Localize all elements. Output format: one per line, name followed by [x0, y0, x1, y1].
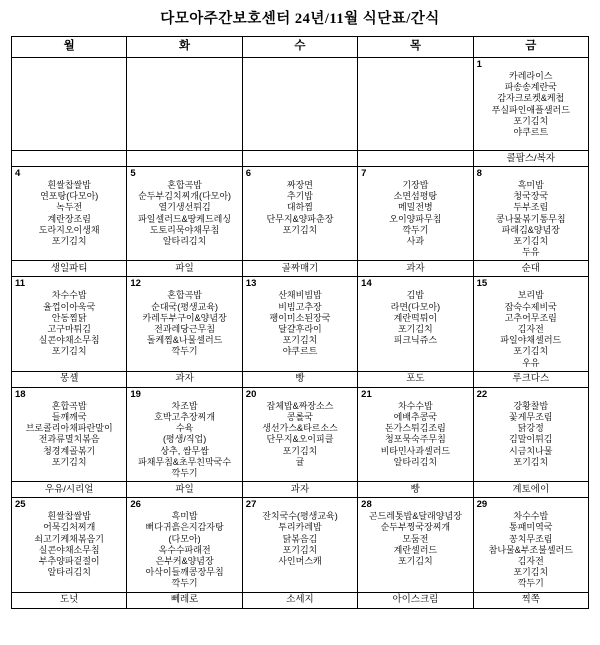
dish-item: 포기김치: [513, 346, 549, 357]
dish-item: 포기김치: [51, 236, 87, 247]
dish-item: 도라지오이생채: [38, 224, 100, 235]
dish-item: 포기김치: [513, 236, 549, 247]
day-cell: [242, 167, 357, 261]
day-number: 26: [130, 499, 141, 511]
dish-item: (평생/직업): [162, 434, 207, 445]
snack-label: 빵: [410, 483, 420, 495]
dish-item: 전과레당근무침: [154, 324, 216, 335]
dish-list: [127, 400, 241, 481]
dish-item: 계란장조림: [47, 213, 91, 224]
dish-item: 김자전: [517, 556, 544, 567]
dish-item: 기장밥: [402, 180, 429, 190]
snack-row: [12, 151, 589, 167]
dish-item: 팽이미소된장국: [269, 312, 331, 323]
snack-cell: [12, 592, 127, 608]
dish-item: 파일셀러드&땅케드레싱: [138, 213, 232, 224]
menu-table: [11, 36, 589, 609]
week-row: [12, 58, 589, 151]
dish-list: [474, 510, 588, 591]
snack-label: 소세지: [286, 594, 314, 606]
dish-item: 순대국(평생교육): [151, 301, 219, 312]
dish-item: 곤드레톳밥&달래양념장: [368, 511, 462, 522]
day-number: 11: [15, 278, 26, 290]
dish-item: 참나물&부조불셀러드: [488, 544, 573, 555]
dish-item: 브로콜리아채파란말이: [25, 423, 113, 434]
dish-item: 소면섬평탕: [393, 191, 438, 202]
snack-cell: [358, 371, 473, 387]
snack-label: 파일: [175, 483, 194, 495]
dish-item: 보리밥: [517, 290, 544, 301]
dish-list: [474, 400, 588, 470]
dish-item: 푸실파인애플샐러드: [491, 104, 570, 115]
snack-cell: [12, 482, 127, 498]
dish-list: [127, 510, 241, 591]
dish-item: 부추양파겉절이: [38, 556, 100, 567]
day-cell: [358, 167, 473, 261]
snack-cell: [242, 592, 357, 608]
dish-list: [12, 179, 126, 249]
day-cell: [127, 58, 242, 151]
dish-item: 김밥: [406, 290, 425, 301]
dish-item: 잡체밥&짜장소스: [266, 400, 334, 411]
day-cell: [358, 387, 473, 481]
week-row: [12, 387, 589, 481]
dish-item: 아삭이들깨콩장무침: [145, 567, 224, 578]
day-number: [12, 58, 126, 70]
dish-list: [358, 289, 472, 348]
day-cell: [242, 498, 357, 592]
dish-item: 비타민사과셀러드: [380, 445, 451, 456]
dish-item: 청경계골볶기: [43, 445, 96, 456]
dish-item: 녹두전: [56, 202, 83, 213]
dish-item: 어묵김처찌개: [43, 522, 96, 533]
dish-item: 혼합곡밥: [167, 290, 202, 301]
snack-label: 과자: [290, 483, 310, 495]
day-cell: [358, 498, 473, 592]
table-head: [12, 37, 589, 58]
snack-label: 순대: [521, 262, 540, 274]
day-cell: [242, 58, 357, 151]
dish-item: 흑미밥: [517, 180, 544, 190]
dish-item: 파일야채셀러드: [500, 335, 562, 346]
page-title: 다모아주간보호센터 24년/11월 식단표/간식: [160, 11, 440, 27]
snack-label: 과자: [406, 262, 425, 274]
dish-item: 옥수수파래전: [158, 544, 211, 555]
snack-label: 콜팝스/복자: [506, 152, 556, 164]
day-cell: [473, 277, 588, 371]
dish-item: 연포탕(다모아): [40, 191, 99, 202]
snack-cell: [12, 151, 127, 167]
snack-cell: [12, 261, 127, 277]
dish-list: [12, 70, 126, 73]
snack-cell: [127, 371, 242, 387]
dish-item: 청포묵숙주무침: [384, 434, 446, 445]
dish-item: 단무지&오이피클: [266, 434, 334, 445]
dish-item: 계란떡튀이: [393, 312, 438, 323]
column-header-wed: 수: [242, 37, 357, 58]
dish-list: [358, 400, 472, 470]
dish-item: 실콘야채소무침: [38, 544, 100, 555]
dish-item: 파래김&양념장: [501, 224, 560, 235]
dish-item: 잔치국수(평생교육): [262, 511, 338, 522]
dish-item: 두부조림: [513, 202, 549, 213]
dish-item: 카레라이스: [509, 71, 553, 81]
day-number: [358, 58, 472, 70]
snack-cell: [127, 261, 242, 277]
day-number: [243, 58, 357, 70]
dish-list: [474, 70, 588, 140]
dish-list: [474, 179, 588, 260]
snack-cell: [358, 592, 473, 608]
snack-label: 생일파티: [50, 262, 88, 274]
snack-row: [12, 371, 589, 387]
day-number: 29: [476, 499, 488, 511]
snack-cell: [242, 151, 357, 167]
dish-item: 카레두부구이&양념장: [142, 312, 227, 323]
dish-item: 우유: [522, 357, 540, 368]
snack-label: 뻬레로: [170, 594, 199, 606]
day-cell: [473, 387, 588, 481]
dish-item: 순두부찡국장찌개: [380, 522, 451, 533]
dish-item: 야쿠르트: [282, 346, 318, 357]
dish-item: 메밀전병: [397, 202, 433, 213]
day-cell: [12, 277, 127, 371]
dish-item: 차조밥: [171, 400, 198, 411]
column-header-thu: 목: [358, 37, 473, 58]
dish-list: [243, 400, 357, 470]
dish-item: 에배추콩국: [393, 412, 438, 423]
day-number: [127, 58, 241, 70]
dish-item: 모둠전: [402, 533, 429, 544]
snack-cell: [473, 592, 588, 608]
dish-list: [127, 70, 241, 73]
snack-label: 계토에이: [512, 483, 550, 495]
snack-label: 빵: [295, 373, 305, 385]
day-number: 6: [245, 168, 252, 179]
dish-item: 피크닉쥬스: [393, 335, 438, 346]
dish-list: [358, 70, 472, 73]
dish-item: 포기김치: [282, 544, 318, 555]
dish-item: 안동찜닭: [51, 312, 87, 323]
dish-item: 쇠고기케채볶음기: [34, 533, 104, 544]
dish-item: 포기김치: [397, 556, 433, 567]
day-cell: [127, 498, 242, 592]
dish-item: 감자크로켓&케첩: [497, 93, 565, 104]
dish-list: [243, 179, 357, 238]
day-number: 27: [245, 499, 257, 511]
dish-item: 포기김치: [51, 346, 87, 357]
dish-item: 차수수밥: [397, 400, 433, 411]
dish-item: 고구마튀김: [47, 324, 91, 335]
dish-list: [12, 400, 126, 470]
snack-row: [12, 592, 589, 608]
table-body: [12, 58, 589, 609]
dish-list: [243, 289, 357, 359]
day-cell: [473, 498, 588, 592]
dish-item: 강황찰밥: [513, 400, 549, 411]
day-cell: [242, 387, 357, 481]
day-cell: [358, 58, 473, 151]
day-cell: [12, 387, 127, 481]
day-number: 28: [361, 499, 372, 511]
dish-item: 시금치나물: [509, 445, 553, 456]
dish-item: 혼합곡밥: [167, 180, 202, 190]
dish-item: 혼합곡밥: [51, 400, 87, 411]
day-number: 13: [245, 278, 257, 290]
day-number: 15: [476, 278, 488, 290]
dish-list: [243, 510, 357, 569]
dish-item: 흰쌀찹쌀밥: [47, 511, 91, 522]
dish-item: 포기김치: [282, 445, 318, 456]
dish-item: (다모아): [168, 533, 201, 544]
day-number: 1: [476, 59, 482, 70]
day-number: 7: [361, 168, 367, 179]
week-row: [12, 277, 589, 371]
day-cell: [12, 498, 127, 592]
dish-item: 파송송계란국: [504, 82, 557, 93]
dish-item: 열기생선튀김: [158, 202, 211, 213]
dish-item: 상추, 쌈무쌈: [160, 445, 209, 456]
dish-item: 알타리김치: [47, 567, 91, 578]
day-number: 5: [130, 168, 136, 179]
day-cell: [12, 58, 127, 151]
dish-item: 흑미밥: [171, 511, 198, 522]
dish-item: 깍두기: [171, 468, 198, 479]
column-header-mon: 월: [12, 37, 127, 58]
snack-cell: [358, 261, 473, 277]
dish-item: 통패미역국: [509, 522, 553, 533]
dish-list: [358, 510, 472, 569]
dish-item: 전과류멸치볶음: [38, 434, 100, 445]
snack-row: [12, 482, 589, 498]
day-cell: [473, 58, 588, 151]
dish-item: 포기김치: [51, 456, 87, 467]
dish-item: 깍두기: [171, 578, 198, 589]
dish-item: 수육: [175, 423, 194, 434]
column-header-tue: 화: [127, 37, 242, 58]
day-cell: [127, 387, 242, 481]
column-header-fri: 금: [473, 37, 588, 58]
dish-item: 순두부김치찌개(다모아): [138, 191, 232, 202]
snack-cell: [358, 151, 473, 167]
day-number: 19: [130, 388, 141, 400]
snack-label: 도넛: [60, 594, 79, 606]
dish-item: 파채무침&초무친막국수: [138, 456, 232, 467]
dish-item: 잡숙수제비국: [504, 301, 557, 312]
dish-item: 알타리김치: [393, 456, 438, 467]
dish-item: 짜장면: [286, 180, 314, 190]
dish-item: 사인머스캐: [278, 556, 322, 567]
dish-item: 포기김치: [513, 567, 549, 578]
dish-item: 대하찜: [286, 202, 314, 213]
dish-item: 차수수밥: [513, 511, 549, 522]
dish-item: 포기김치: [513, 115, 549, 126]
snack-cell: [242, 371, 357, 387]
snack-cell: [127, 592, 242, 608]
dish-list: [474, 289, 588, 370]
dish-item: 계란셀러드: [393, 544, 438, 555]
week-row: [12, 498, 589, 592]
day-number: 12: [130, 278, 141, 290]
snack-label: 찍쪽: [521, 594, 540, 606]
dish-item: 청국장국: [513, 191, 549, 202]
dish-item: 콩나물볶기통무침: [496, 213, 566, 224]
day-cell: [242, 277, 357, 371]
dish-item: 깍두기: [517, 578, 544, 589]
dish-item: 포기김치: [397, 324, 433, 335]
dish-item: 알타리김치: [162, 236, 207, 247]
dish-item: 달걀후라이: [278, 324, 322, 335]
dish-item: 포기김치: [513, 456, 549, 467]
dish-item: 비빔고추장: [278, 301, 322, 312]
dish-item: 깍두기: [171, 346, 198, 357]
dish-item: 닭강정: [517, 423, 544, 434]
dish-item: 산채비빔밥: [278, 290, 322, 301]
snack-label: 파일: [175, 262, 194, 274]
week-row: [12, 167, 589, 261]
snack-label: 과자: [175, 373, 194, 385]
snack-cell: [242, 261, 357, 277]
dish-item: 오이양파무침: [389, 213, 442, 224]
dish-item: 들깨깨국: [51, 412, 87, 423]
snack-label: 우유/시리얼: [44, 483, 94, 495]
snack-label: 몽셸: [60, 373, 79, 385]
dish-item: 추기밥: [286, 191, 314, 202]
dish-list: [243, 70, 357, 73]
dish-item: 은부커&양념장: [155, 556, 214, 567]
dish-item: 콩롤국: [286, 412, 314, 423]
dish-item: 뻐다귀흙은지감자탕: [145, 522, 224, 533]
day-cell: [358, 277, 473, 371]
day-number: 8: [476, 168, 482, 179]
dish-item: 포기김치: [282, 224, 318, 235]
dish-item: 호박고추장찌개: [154, 412, 216, 423]
dish-item: 라면(다모아): [390, 301, 441, 312]
day-number: 14: [361, 278, 372, 290]
snack-cell: [242, 482, 357, 498]
dish-item: 고추어무조림: [504, 312, 557, 323]
day-cell: [473, 167, 588, 261]
dish-list: [127, 179, 241, 249]
snack-label: 골짜매기: [281, 262, 319, 274]
dish-list: [12, 289, 126, 359]
day-number: 22: [476, 388, 488, 400]
dish-list: [127, 289, 241, 359]
snack-cell: [127, 482, 242, 498]
snack-row: [12, 261, 589, 277]
day-number: 4: [15, 168, 21, 179]
snack-cell: [473, 371, 588, 387]
snack-label: 포도: [406, 373, 425, 385]
day-number: 21: [361, 388, 372, 400]
dish-item: 닭볶음김: [282, 533, 318, 544]
day-cell: [127, 277, 242, 371]
dish-item: 율껍이아욱국: [43, 301, 96, 312]
dish-item: 귤: [295, 456, 305, 467]
dish-list: [358, 179, 472, 249]
dish-item: 꽁치무조림: [509, 533, 553, 544]
dish-item: 생선가스&타르소스: [262, 423, 338, 434]
dish-item: 투리카레밥: [278, 522, 322, 533]
dish-item: 차수수밥: [51, 290, 87, 301]
snack-cell: [12, 371, 127, 387]
snack-cell: [127, 151, 242, 167]
day-number: 25: [15, 499, 26, 511]
snack-cell: [473, 261, 588, 277]
dish-item: 두유: [522, 247, 540, 258]
dish-list: [12, 510, 126, 580]
header-row: [12, 37, 589, 58]
dish-item: 실콘야채소무침: [38, 335, 100, 346]
day-number: 18: [15, 388, 26, 400]
dish-item: 김말이튀김: [509, 434, 553, 445]
snack-cell: [473, 151, 588, 167]
dish-item: 단무지&양파춘장: [266, 213, 334, 224]
snack-label: 루크다스: [512, 373, 550, 385]
dish-item: 꽃게무조림: [509, 412, 553, 423]
day-cell: [127, 167, 242, 261]
dish-item: 도토리묵야채무침: [149, 224, 220, 235]
snack-cell: [473, 482, 588, 498]
dish-item: 깍두기: [402, 224, 429, 235]
dish-item: 포기김치: [282, 335, 318, 346]
dish-item: 야쿠르트: [513, 127, 549, 138]
dish-item: 김자전: [517, 324, 544, 335]
snack-cell: [358, 482, 473, 498]
snack-label: 아이스크림: [392, 594, 439, 606]
dish-item: 흰쌀찹쌀밥: [47, 180, 91, 190]
dish-item: 돈가스튀김조림: [384, 423, 446, 434]
dish-item: 돌케찜&나물셀러드: [146, 335, 223, 346]
day-cell: [12, 167, 127, 261]
day-number: 20: [245, 388, 257, 400]
dish-item: 사과: [406, 236, 425, 247]
